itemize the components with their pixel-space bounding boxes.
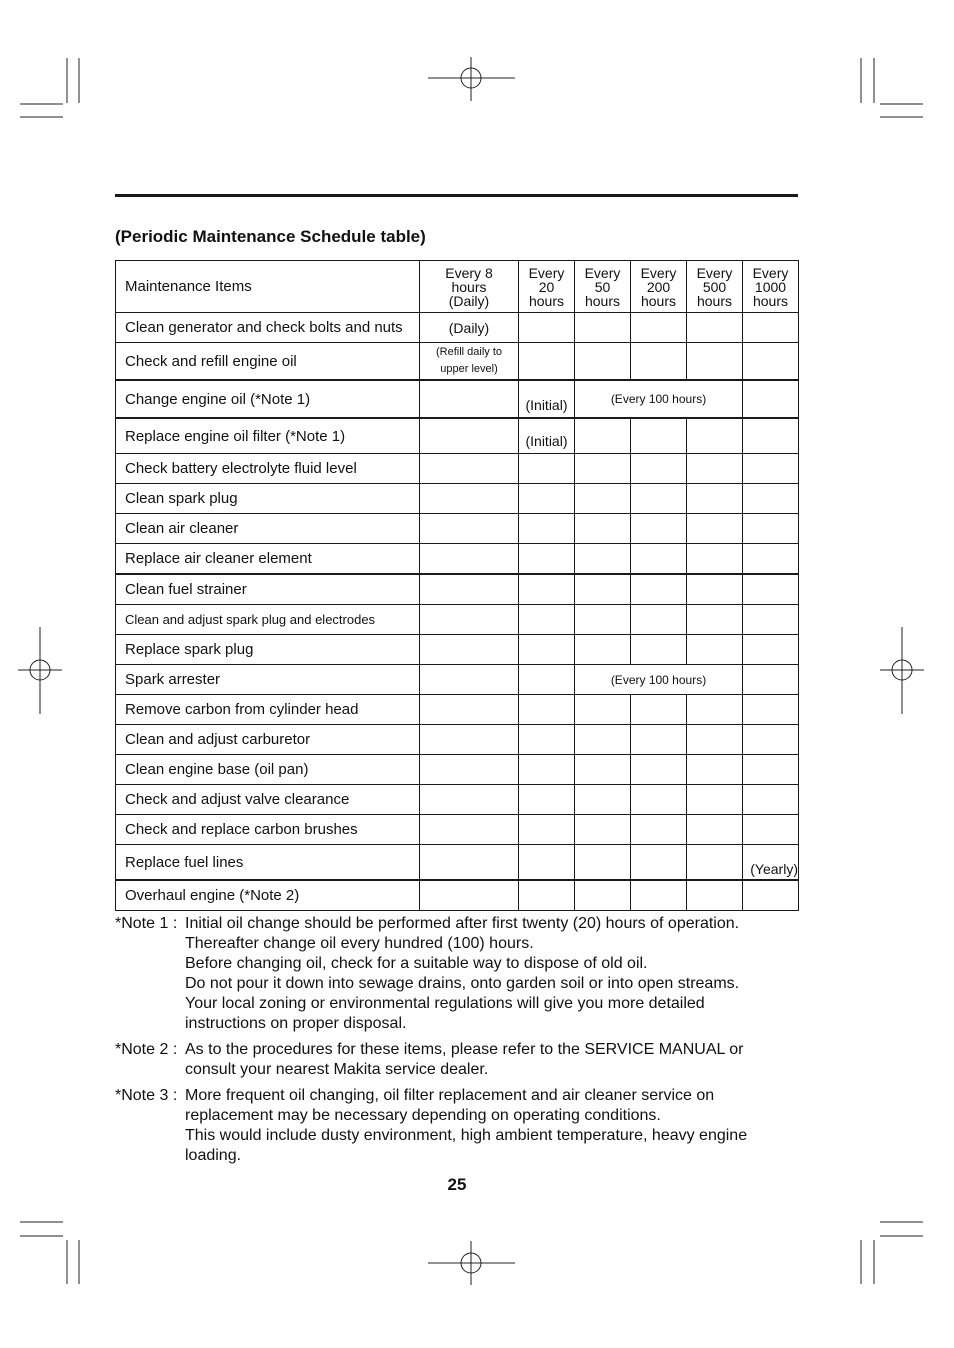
note-3 (115, 1086, 815, 1166)
table-row (116, 665, 799, 695)
cell-daily: (Daily) (420, 313, 519, 343)
row-label: Replace spark plug (116, 635, 420, 665)
note-line: loading. (185, 1147, 242, 1164)
notes-section (115, 914, 815, 1172)
row-label: Clean generator and check bolts and nuts (116, 313, 420, 343)
row-label: Clean spark plug (116, 484, 420, 514)
table-row (116, 880, 799, 911)
note-tag: *Note 3 : (115, 1087, 178, 1104)
note-1 (115, 914, 815, 1034)
note-line: Do not pour it down into sewage drains, onto garden soil or into open streams. (185, 975, 740, 992)
table-row (116, 343, 799, 381)
row-label: Clean air cleaner (116, 514, 420, 544)
cell-initial: (Initial) (519, 418, 575, 454)
cell-yearly: (Yearly) (743, 845, 799, 881)
column-header-200h: Every 200 hours (631, 261, 687, 313)
table-row (116, 544, 799, 575)
table-row (116, 418, 799, 454)
row-label: Overhaul engine (*Note 2) (116, 880, 420, 911)
note-line: instructions on proper disposal. (185, 1015, 407, 1032)
column-header-items: Maintenance Items (116, 261, 420, 313)
row-label: Clean engine base (oil pan) (116, 755, 420, 785)
note-body (185, 1040, 815, 1080)
row-label: Remove carbon from cylinder head (116, 695, 420, 725)
table-row (116, 454, 799, 484)
row-label: Clean fuel strainer (116, 574, 420, 605)
column-header-50h: Every 50 hours (575, 261, 631, 313)
note-body (185, 1086, 815, 1166)
note-2 (115, 1040, 815, 1080)
note-line: As to the procedures for these items, please refer to the SERVICE MANUAL or (185, 1041, 744, 1058)
page-title: (Periodic Maintenance Schedule table) (115, 227, 426, 246)
table-row (116, 785, 799, 815)
top-rule (115, 194, 798, 197)
table-row (116, 574, 799, 605)
note-line: Before changing oil, check for a suitable way to dispose of old oil. (185, 955, 648, 972)
note-line: Your local zoning or environmental regulations will give you more detailed (185, 995, 705, 1012)
row-label: Check battery electrolyte fluid level (116, 454, 420, 484)
page-number: 25 (447, 1175, 467, 1194)
note-tag: *Note 2 : (115, 1041, 178, 1058)
cell-refill-daily: (Refill daily to upper level) (420, 343, 519, 381)
row-label: Clean and adjust carburetor (116, 725, 420, 755)
table-row (116, 725, 799, 755)
row-label: Change engine oil (*Note 1) (116, 380, 420, 418)
row-label: Replace fuel lines (116, 845, 420, 881)
maintenance-schedule-table (115, 260, 799, 911)
table-row (116, 695, 799, 725)
table-row (116, 313, 799, 343)
note-line: consult your nearest Makita service dealer. (185, 1061, 489, 1078)
column-header-20h: Every 20 hours (519, 261, 575, 313)
table-row (116, 755, 799, 785)
row-label: Replace air cleaner element (116, 544, 420, 575)
row-label: Replace engine oil filter (*Note 1) (116, 418, 420, 454)
table-row (116, 845, 799, 881)
row-label: Clean and adjust spark plug and electrodes (116, 605, 420, 635)
table-row (116, 605, 799, 635)
table-row (116, 380, 799, 418)
cell-every-100-hours: (Every 100 hours) (575, 665, 743, 695)
row-label: Check and refill engine oil (116, 343, 420, 381)
note-line: Initial oil change should be performed after first twenty (20) hours of operation. (185, 915, 740, 932)
note-line: More frequent oil changing, oil filter replacement and air cleaner service on (185, 1087, 715, 1104)
cell-initial: (Initial) (519, 380, 575, 418)
row-label: Check and adjust valve clearance (116, 785, 420, 815)
cell-every-100-hours: (Every 100 hours) (575, 380, 743, 418)
table-header-row (116, 261, 799, 313)
table-row (116, 635, 799, 665)
column-header-1000h: Every 1000 hours (743, 261, 799, 313)
note-body (185, 914, 815, 1034)
note-line: Thereafter change oil every hundred (100) hours. (185, 935, 534, 952)
note-tag: *Note 1 : (115, 915, 178, 932)
table-row (116, 484, 799, 514)
note-line: This would include dusty environment, high ambient temperature, heavy engine (185, 1127, 748, 1144)
table-row (116, 815, 799, 845)
row-label: Check and replace carbon brushes (116, 815, 420, 845)
row-label: Spark arrester (116, 665, 420, 695)
column-header-500h: Every 500 hours (687, 261, 743, 313)
table-row (116, 514, 799, 544)
column-header-8h: Every 8 hours (Daily) (420, 261, 519, 313)
note-line: replacement may be necessary depending on operating conditions. (185, 1107, 661, 1124)
